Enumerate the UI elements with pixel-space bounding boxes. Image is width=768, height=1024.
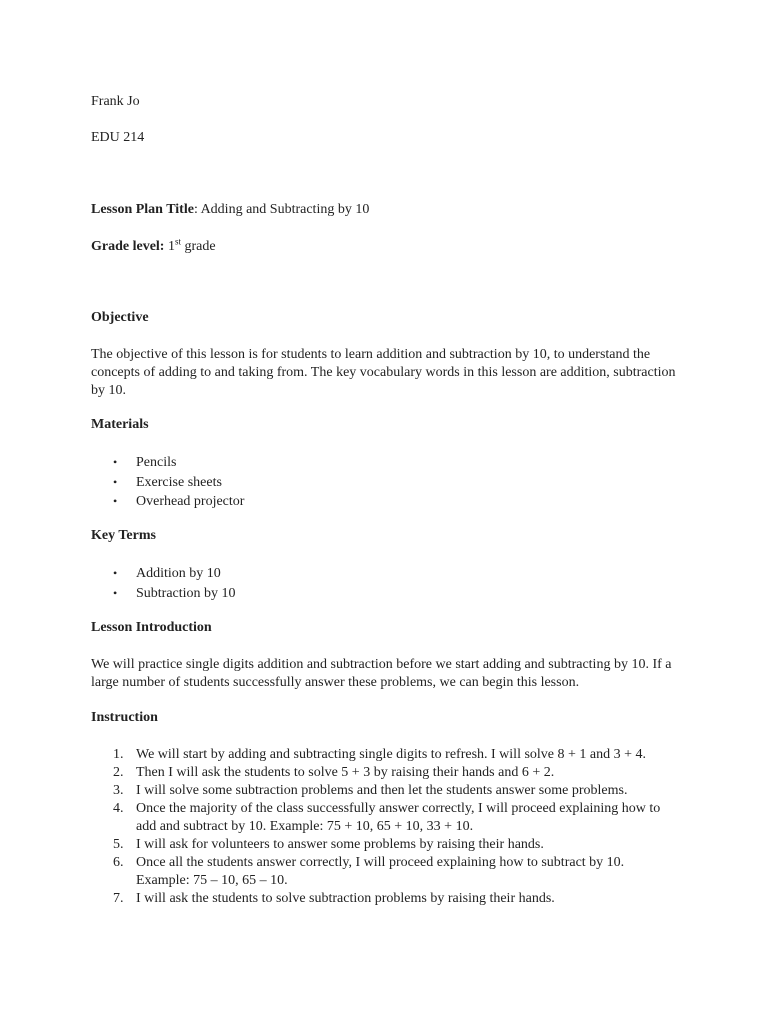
grade-level-number: 1: [164, 239, 175, 254]
step-text: I will ask for volunteers to answer some problems by raising their hands.: [136, 837, 544, 852]
course-code: EDU 214: [91, 130, 145, 145]
step-number: 6.: [113, 855, 124, 870]
step-number: 3.: [113, 783, 124, 798]
objective-heading: Objective: [91, 310, 149, 325]
step-text: I will solve some subtraction problems and then let the students answer some problems.: [136, 783, 628, 798]
author-name: Frank Jo: [91, 94, 140, 109]
objective-text: The objective of this lesson is for students to learn addition and subtraction by 10, to understand the concepts of adding to and taking from. The key vocabulary words in this lesson are addition, subtraction by 10.: [91, 347, 676, 398]
lesson-title-line: [91, 201, 681, 219]
grade-level-line: [91, 238, 681, 256]
lesson-title-label: Lesson Plan Title: [91, 202, 194, 217]
key-term-item: Subtraction by 10: [136, 585, 236, 601]
step-text: Once the majority of the class successfully answer correctly, I will proceed explaining how to add and subtract by 10. Example: 75 + 10, 65 + 10, 33 + 10.: [136, 801, 661, 834]
lesson-title-value: : Adding and Subtracting by 10: [193, 202, 370, 217]
key-term-item: Addition by 10: [136, 566, 221, 581]
key-terms-list: [91, 564, 681, 603]
step-text: I will ask the students to solve subtraction problems by raising their hands.: [136, 891, 555, 906]
list-item: [91, 890, 681, 908]
step-number: 4.: [113, 801, 124, 816]
list-item: [91, 584, 681, 604]
bullet-icon: •: [113, 494, 118, 508]
list-item: [91, 782, 681, 800]
grade-level-ordinal: st: [174, 236, 181, 247]
step-number: 1.: [113, 747, 124, 762]
materials-heading: Materials: [91, 417, 149, 432]
list-item: [91, 836, 681, 854]
list-item: [91, 492, 681, 512]
bullet-icon: •: [113, 455, 118, 469]
introduction-text: We will practice single digits addition and subtraction before we start adding and subtracting by 10. If a large number of students successfully answer these problems, we can begin this lesson.: [91, 657, 672, 690]
instruction-heading: Instruction: [91, 710, 158, 725]
list-item: [91, 764, 681, 782]
materials-list: [91, 453, 681, 512]
material-item: Exercise sheets: [136, 474, 222, 490]
bullet-icon: •: [113, 585, 118, 600]
bullet-icon: •: [113, 474, 118, 489]
list-item: [91, 800, 681, 836]
grade-level-rest: grade: [181, 239, 216, 254]
grade-level-label: Grade level:: [91, 239, 165, 254]
instruction-steps: [91, 746, 681, 908]
step-number: 2.: [113, 765, 124, 780]
list-item: [91, 746, 681, 764]
step-number: 5.: [113, 837, 124, 852]
step-text: Once all the students answer correctly, I will proceed explaining how to subtract by 10. Example: 75 – 10, 65 – 10.: [136, 855, 625, 888]
step-text: Then I will ask the students to solve 5 + 3 by raising their hands and 6 + 2.: [136, 765, 555, 780]
material-item: Overhead projector: [136, 494, 245, 509]
list-item: [91, 453, 681, 473]
introduction-heading: Lesson Introduction: [91, 620, 212, 635]
key-terms-heading: Key Terms: [91, 528, 156, 543]
list-item: [91, 854, 681, 890]
material-item: Pencils: [136, 455, 177, 470]
list-item: [91, 564, 681, 584]
list-item: [91, 473, 681, 493]
step-number: 7.: [113, 891, 124, 906]
step-text: We will start by adding and subtracting single digits to refresh. I will solve 8 + 1 and 3 + 4.: [136, 747, 647, 762]
bullet-icon: •: [113, 566, 118, 580]
